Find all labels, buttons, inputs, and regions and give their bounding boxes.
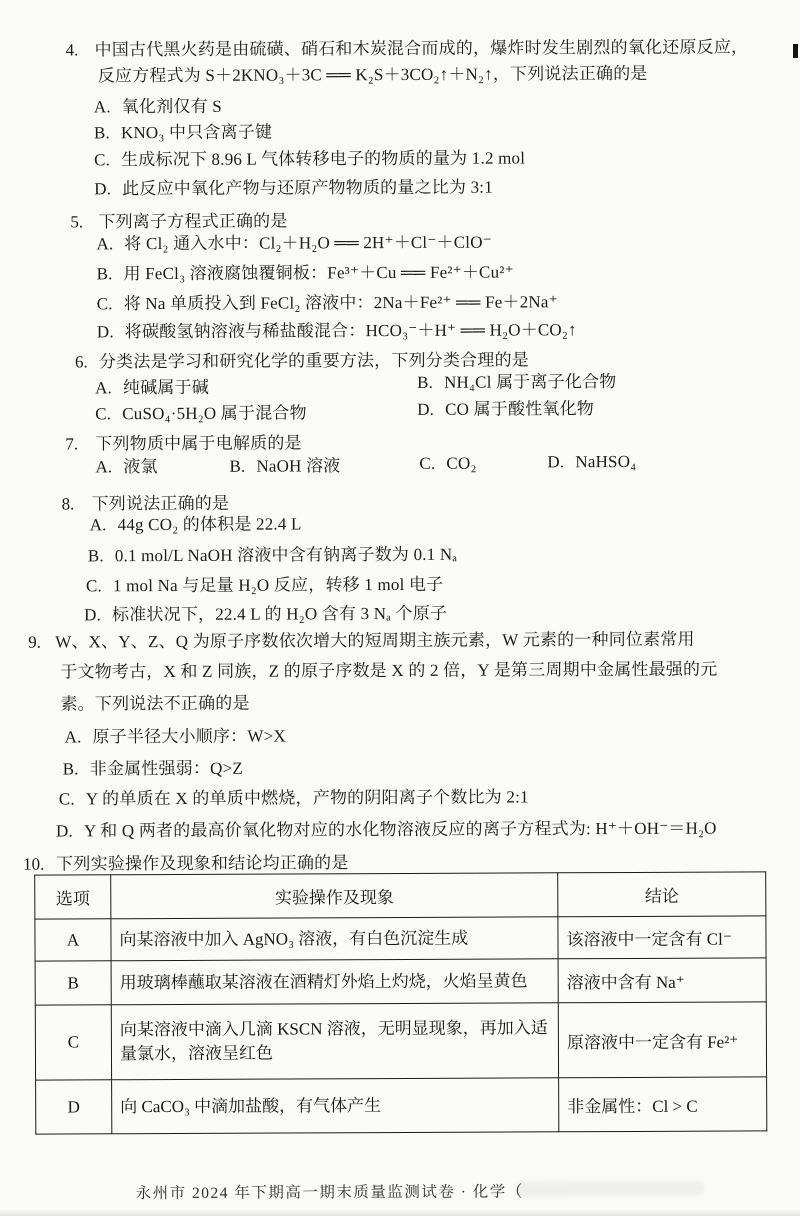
option-label: D. [84,605,102,625]
table-header-row [35,872,766,919]
option-text: 原子半径大小顺序：W>X [92,726,286,747]
option-label: C. [58,789,75,809]
option-label: A. [95,378,113,398]
option-label: C. [94,150,111,170]
question-9-number: 9. [28,632,41,652]
page-footer: 永州市 2024 年下期高一期末质量监测试卷 · 化学（ [135,1183,524,1203]
option-text: 纯碱属于碱 [122,377,210,398]
question-7-option-a [95,456,157,478]
question-8-option-d [84,603,447,627]
cell-operation: 向 CaCO₃ 中滴加盐酸，有气体产生 [112,1078,559,1134]
option-label: D. [94,179,112,199]
cell-option-key: D [36,1080,112,1134]
cell-option-key: C [35,1005,111,1080]
table-row-c [35,1002,766,1080]
question-4-number: 4. [65,40,79,60]
question-7-option-b [229,455,340,477]
question-9-option-d [56,818,717,843]
option-label: D. [96,322,114,342]
option-label: B. [96,264,113,284]
option-text: 将碳酸氢钠溶液与稀盐酸混合：HCO₃⁻＋H⁺ ══ H₂O＋CO₂↑ [124,320,577,342]
option-label: C. [95,404,112,424]
option-text: 非金属性强弱：Q>Z [89,758,244,779]
header-option: 选项 [35,875,111,919]
option-text: 44g CO₂ 的体积是 22.4 L [117,514,302,535]
option-label: A. [93,97,111,117]
cell-conclusion: 原溶液中一定含有 Fe²⁺ [558,1002,766,1078]
question-7-option-d [547,451,636,473]
question-9-stem-line-3: 素。下列说法不正确的是 [60,693,250,714]
question-6-stem: 分类法是学习和研究化学的重要方法，下列分类合理的是 [98,350,529,372]
question-8-number: 8. [61,494,75,514]
option-label: C. [419,453,436,473]
option-text: Y 和 Q 两者的最高价氧化物对应的水化物溶液反应的离子方程式为: H⁺＋OH⁻＝H₂O [83,818,717,841]
question-4-option-d [94,177,493,201]
question-9-stem-line-1: W、X、Y、Z、Q 为原子序数依次增大的短周期主族元素，W 元素的一种同位素常用 [55,629,695,652]
experiment-table [34,871,767,1134]
scan-bottom-shadow [0,1209,800,1216]
question-6-option-a [95,377,209,399]
option-text: CO₂ [446,453,477,473]
option-text: 此反应中氧化产物与还原产物物质的量之比为 3:1 [122,177,493,199]
option-text: NaHSO₄ [575,451,637,472]
question-9-stem-line-2: 于文物考古，X 和 Z 同族，Z 的原子序数是 X 的 2 倍，Y 是第三周期中金属性最强的元 [60,659,718,682]
question-5-number: 5. [70,212,84,232]
question-7-number: 7. [65,434,79,454]
question-6-option-c [95,402,307,425]
option-label: A. [89,515,107,535]
cell-conclusion: 该溶液中一定含有 Cl⁻ [558,916,766,959]
option-label: B. [62,759,79,779]
scan-edge-artifact [793,44,798,58]
question-6-number: 6. [74,352,88,372]
option-text: Y 的单质在 X 的单质中燃烧，产物的阴阳离子个数比为 2:1 [85,787,529,809]
option-text: 将 Na 单质投入到 FeCl₂ 溶液中：2Na＋Fe²⁺ ══ Fe＋2Na⁺ [123,292,558,314]
cell-conclusion: 溶液中含有 Na⁺ [558,958,766,1003]
option-text: KNO₃ 中只含离子键 [120,122,273,143]
question-8-option-c [86,574,443,598]
question-5-option-b [97,262,514,286]
question-4-stem-line-1: 中国古代黑火药是由硫磺、硝石和木炭混合而成的，爆炸时发生剧烈的氧化还原反应， [94,37,749,60]
cell-operation: 用玻璃棒蘸取某溶液在酒精灯外焰上灼烧，火焰呈黄色 [111,959,558,1005]
option-text: NaOH 溶液 [256,456,341,476]
cell-option-key: A [35,919,111,961]
option-label: D. [417,399,435,419]
option-text: CuSO₄·5H₂O 属于混合物 [122,403,307,424]
cell-option-key: B [35,961,111,1005]
question-9-option-a [65,725,286,748]
option-label: B. [87,546,104,566]
table-row-b [35,958,766,1005]
question-8-stem: 下列说法正确的是 [91,493,230,514]
cell-conclusion: 非金属性：Cl > C [559,1077,767,1132]
question-5-stem: 下列离子方程式正确的是 [98,211,288,232]
question-4-option-c [94,147,525,171]
option-text: 将 Cl₂ 通入水中：Cl₂＋H₂O ══ 2H⁺＋Cl⁻＋ClO⁻ [124,232,492,254]
question-5-option-d [97,319,577,343]
option-text: 生成标况下 8.96 L 气体转移电子的物质的量为 1.2 mol [121,148,526,170]
question-8-option-a [90,513,302,536]
question-10-stem: 下列实验操作及现象和结论均正确的是 [56,853,349,874]
option-text: CO 属于酸性氧化物 [445,399,595,419]
option-label: C. [85,576,102,596]
question-10-number: 10. [23,854,45,874]
option-label: A. [95,457,113,477]
question-6-option-d [417,398,594,421]
header-operation: 实验操作及现象 [111,873,558,919]
question-9-option-c [59,786,529,810]
question-7-stem: 下列物质中属于电解质的是 [95,433,302,454]
cell-operation: 向某溶液中加入 AgNO₃ 溶液，有白色沉淀生成 [111,917,558,961]
option-label: B. [417,372,434,392]
question-4-option-a [94,96,222,119]
question-6-option-b [417,371,617,394]
question-5-option-a [96,232,491,256]
option-label: D. [55,821,73,841]
option-label: B. [93,123,110,143]
question-5-option-c [97,291,558,315]
option-label: B. [229,456,246,476]
option-text: 标准状况下，22.4 L 的 H₂O 含有 3 Nₐ 个原子 [111,603,448,625]
option-text: 用 FeCl₃ 溶液腐蚀覆铜板：Fe³⁺＋Cu ══ Fe²⁺＋Cu²⁺ [123,262,514,284]
question-4-stem-line-2: 反应方程式为 S＋2KNO₃＋3C ══ K₂S＋3CO₂↑＋N₂↑，下列说法正确的是 [97,63,648,86]
option-label: D. [547,452,565,472]
question-9-option-b [63,758,243,781]
header-conclusion: 结论 [558,872,766,917]
question-8-option-b [88,544,457,568]
option-label: A. [96,234,114,254]
cell-operation: 向某溶液中滴入几滴 KSCN 溶液，无明显现象，再加入适量氯水，溶液呈红色 [111,1003,558,1080]
option-label: C. [96,294,113,314]
option-label: A. [64,727,82,747]
option-text: 0.1 mol/L NaOH 溶液中含有钠离子数为 0.1 Nₐ [114,544,458,566]
option-text: NH₄Cl 属于离子化合物 [444,372,617,392]
question-7-option-c [419,453,476,475]
question-4-option-b [94,122,272,145]
table-row-a [35,916,766,961]
option-text: 液氯 [123,457,158,477]
option-text: 氧化剂仅有 S [121,96,222,117]
scan-smudge-artifact [515,1181,705,1197]
table-row-d [36,1077,767,1134]
option-text: 1 mol Na 与足量 H₂O 反应，转移 1 mol 电子 [112,574,444,596]
